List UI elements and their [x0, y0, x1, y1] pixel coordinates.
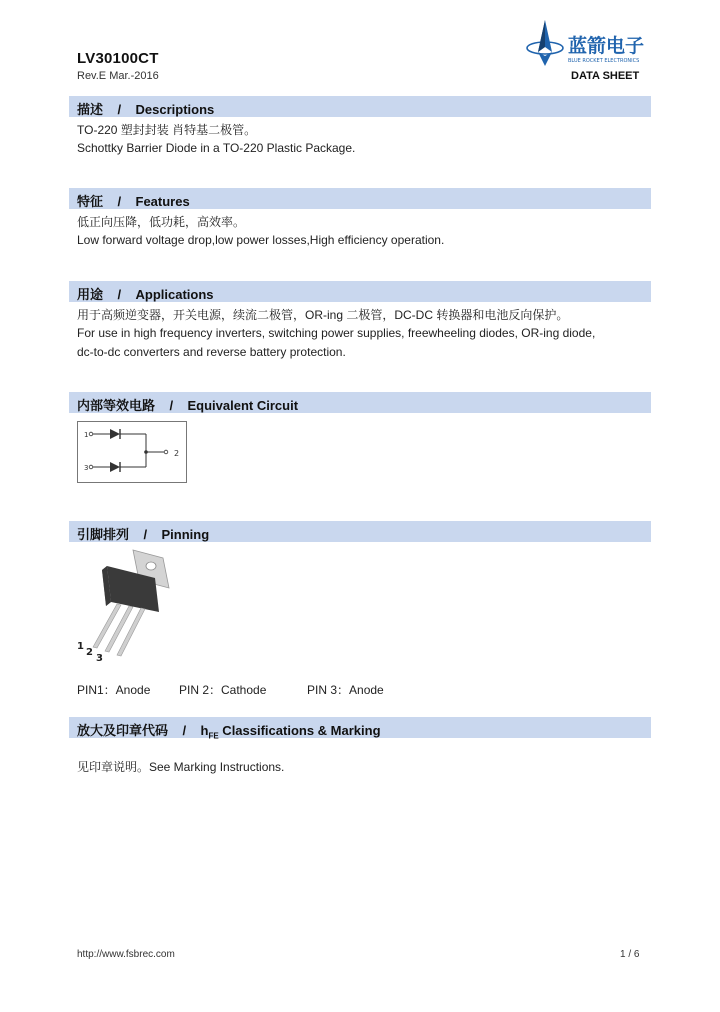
- section-title-applications: 用途 / Applications: [77, 287, 214, 302]
- circuit-pin-3-label: 3: [84, 464, 89, 472]
- features-line-cn: 低正向压降，低功耗，高效率。: [77, 215, 246, 229]
- features-line-en: Low forward voltage drop,low power losses,High efficiency operation.: [77, 233, 445, 247]
- marking-line: 见印章说明。See Marking Instructions.: [77, 760, 285, 774]
- pin1-description: PIN1：Anode: [77, 683, 151, 697]
- svg-text:BLUE ROCKET ELECTRONICS: BLUE ROCKET ELECTRONICS: [568, 58, 640, 64]
- section-title-pinning: 引脚排列 / Pinning: [77, 527, 210, 542]
- description-line-cn: TO-220 塑封封装 肖特基二极管。: [77, 123, 257, 137]
- section-bar-applications: [69, 281, 651, 302]
- applications-line-en-1: For use in high frequency inverters, switching power supplies, freewheeling diodes, OR-ing diode,: [77, 326, 596, 340]
- section-title-marking: [77, 720, 381, 741]
- lead-1-label: 1: [77, 641, 84, 652]
- circuit-pin-2-label: 2: [174, 449, 180, 458]
- section-bar-marking: [69, 717, 651, 741]
- section-title-features: 特征 / Features: [77, 194, 190, 209]
- datasheet-label: DATA SHEET: [571, 70, 640, 82]
- page-number: 1 / 6: [620, 949, 640, 960]
- pin2-description: PIN 2：Cathode: [179, 683, 267, 697]
- lead-3-label: 3: [96, 653, 103, 664]
- revision-text: Rev.E Mar.-2016: [77, 70, 159, 82]
- dual-diode-schematic-icon: [78, 422, 186, 482]
- to220-package-image: [77, 548, 187, 666]
- equivalent-circuit-diagram: [77, 421, 187, 483]
- marking-title-suffix: Classifications & Marking: [218, 723, 381, 738]
- part-number: LV30100CT: [77, 50, 159, 67]
- svg-text:蓝箭电子: 蓝箭电子: [568, 35, 645, 57]
- marking-title-prefix: 放大及印章代码 / h: [77, 723, 209, 738]
- section-bar-descriptions: [69, 96, 651, 117]
- lead-2-label: 2: [86, 647, 93, 658]
- footer-url-link[interactable]: http://www.fsbrec.com: [77, 949, 175, 960]
- section-title-descriptions: 描述 / Descriptions: [77, 102, 215, 117]
- applications-line-cn: 用于高频逆变器，开关电源，续流二极管，OR-ing 二极管，DC-DC 转换器和电池反向保护。: [77, 308, 569, 322]
- section-bar-features: [69, 188, 651, 209]
- to220-package-icon: [77, 548, 187, 666]
- circuit-pin-1-label: 1: [84, 431, 89, 439]
- rocket-logo-icon: [522, 18, 652, 70]
- pin3-description: PIN 3：Anode: [307, 683, 384, 697]
- marking-title-subscript: FE: [208, 731, 219, 741]
- section-title-equivalent-circuit: 内部等效电路 / Equivalent Circuit: [77, 398, 299, 413]
- description-line-en: Schottky Barrier Diode in a TO-220 Plastic Package.: [77, 141, 356, 155]
- company-logo: [522, 18, 652, 70]
- section-bar-pinning: [69, 521, 651, 542]
- applications-line-en-2: dc-to-dc converters and reverse battery protection.: [77, 345, 346, 359]
- section-bar-equivalent-circuit: [69, 392, 651, 413]
